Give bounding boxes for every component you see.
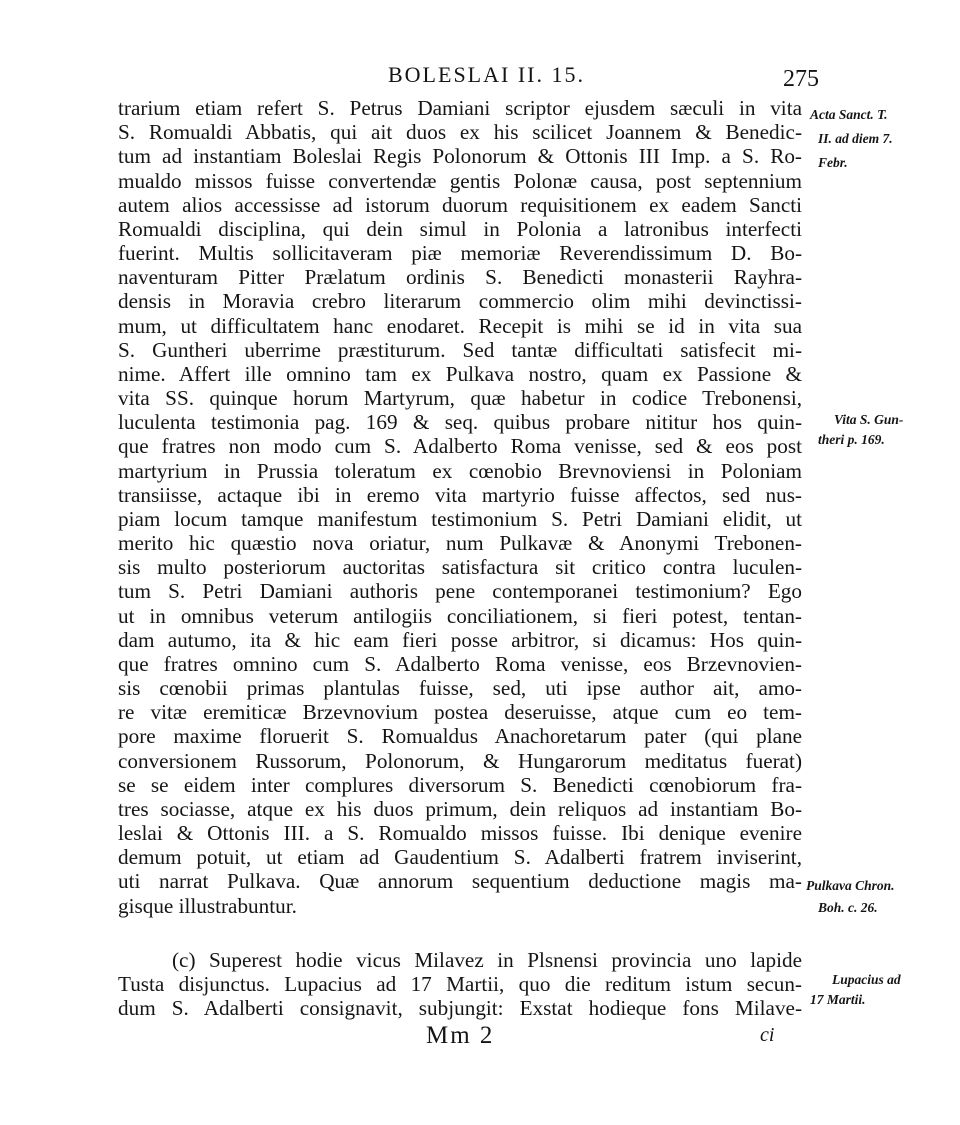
catchword: ci bbox=[760, 1024, 775, 1046]
text-line: pore maxime floruerit S. Romualdus Anachoretarum pater (qui plane bbox=[118, 724, 802, 748]
text-line: merito hic quæstio nova oriatur, num Pulkavæ & Anonymi Trebonen- bbox=[118, 531, 802, 555]
text-line: fuerint. Multis sollicitaveram piæ memoriæ Reverendissimum D. Bo- bbox=[118, 241, 802, 265]
text-line: densis in Moravia crebro literarum commercio olim mihi devinctissi- bbox=[118, 289, 802, 313]
book-page: BOLESLAI II. 15. 275 trarium etiam refert S. Petrus Damiani scriptor ejusdem sæculi in vita S. Romualdi Abbatis, qui ait duos ex his scilicet Joannem & Benedic- tum ad instantiam Boleslai Regis Polonorum & Ottonis III Imp. a S. Ro- mualdo missos fuisse convertendæ gentis Polonæ causa, post septennium autem alios accessisse ad istorum duorum requisitionem ex eadem Sancti Romualdi disciplina, qui dein simul in Polonia a latronibus interfecti fuerint. Multis sollicitaveram piæ memoriæ Reverendissimum D. Bo- naventuram Pitter Prælatum ordinis S. Benedicti monasterii Rayhra- densis in Moravia crebro literarum commercio olim mihi devinctissi- mum, ut difficultatem hanc enodaret. Recepit is mihi se id in vita sua S. Guntheri uberrime præstiturum. Sed tantæ difficultati satisfecit mi- nime. Affert ille omnino tam ex Pulkava nostro, quam ex Passione & vita SS. quinque horum Martyrum, quæ habetur in codice Trebonensi, luculenta testimonia pag. 169 & seq. quibus probare nititur hos quin- que fratres non modo cum S. Adalberto Roma venisse, sed & eos post martyrium in Prussia toleratum ex cœnobio Brevnoviensi in Poloniam transiisse, actaque ibi in eremo vita martyrio fuisse affectos, sed nus- piam locum tamque manifestum testimonium S. Petri Damiani elidit, ut merito hic quæstio nova oriatur, num Pulkavæ & Anonymi Trebonen- sis multo posteriorum auctoritas satisfactura sit critico contra luculen- tum S. Petri Damiani authoris pene contemporanei testimonium? Ego ut in omnibus veterum antilogiis conciliationem, si fieri potest, tentan- dam autumo, ita & hic eam fieri posse arbitror, si dicamus: Hos quin- que fratres omnino cum S. Adalberto Roma venisse, eos Brzevnovien- sis cœnobii primas plantulas fuisse, sed, uti ipse author ait, amo- re vitæ eremiticæ Brzevnovium postea deseruisse, atque cum eo tem- pore maxime floruerit S. Romualdus Anachoretarum pater (qui plane conversionem Russorum, Polonorum, & Hungarorum meditatus fuerat) se se eidem inter complures diversorum S. Benedicti cœnobiorum fra- tres sociasse, atque ex his duos primum, dein reliquos ad instantiam Bo- leslai & Ottonis III. a S. Romualdo missos fuisse. Ibi denique evenire demum potuit, ut etiam ad Gaudentium S. Adalberti fratrem inviserint, uti narrat Pulkava. Quæ annorum sequentium deductione magis ma- gisque illustrabuntur. (c) Superest hodie vicus Milavez in Plsnensi provincia uno lapide Tusta disjunctus. Lupacius ad 17 Martii, quo die reditum istum secun- dum S. Adalberti consignavit, subjungit: Exstat hodieque fons Milave- Acta Sanct. T. II. ad diem 7. Febr. Vita S. Gun- theri p. 169. Pulkava Chron. Boh. c. 26. Lupacius ad 17 Martii. Mm 2 ci bbox=[118, 62, 904, 1049]
text-line: sis multo posteriorum auctoritas satisfactura sit critico contra luculen- bbox=[118, 555, 802, 579]
text-line: sis cœnobii primas plantulas fuisse, sed, uti ipse author ait, amo- bbox=[118, 676, 802, 700]
text-line: tum ad instantiam Boleslai Regis Polonorum & Ottonis III Imp. a S. Ro- bbox=[118, 144, 802, 168]
text-line: mum, ut difficultatem hanc enodaret. Recepit is mihi se id in vita sua bbox=[118, 314, 802, 338]
text-line: tum S. Petri Damiani authoris pene contemporanei testimonium? Ego bbox=[118, 579, 802, 603]
text-line: dam autumo, ita & hic eam fieri posse arbitror, si dicamus: Hos quin- bbox=[118, 628, 802, 652]
text-line: demum potuit, ut etiam ad Gaudentium S. Adalberti fratrem inviserint, bbox=[118, 845, 802, 869]
text-line: transiisse, actaque ibi in eremo vita martyrio fuisse affectos, sed nus- bbox=[118, 483, 802, 507]
text-line: piam locum tamque manifestum testimonium S. Petri Damiani elidit, ut bbox=[118, 507, 802, 531]
page-number: 275 bbox=[783, 66, 819, 92]
text-line: nime. Affert ille omnino tam ex Pulkava nostro, quam ex Passione & bbox=[118, 362, 802, 386]
text-line: leslai & Ottonis III. a S. Romualdo missos fuisse. Ibi denique evenire bbox=[118, 821, 802, 845]
text-line: trarium etiam refert S. Petrus Damiani scriptor ejusdem sæculi in vita bbox=[118, 96, 802, 120]
text-line: uti narrat Pulkava. Quæ annorum sequentium deductione magis ma- bbox=[118, 869, 802, 893]
text-line: conversionem Russorum, Polonorum, & Hungarorum meditatus fuerat) bbox=[118, 749, 802, 773]
text-line: que fratres non modo cum S. Adalberto Roma venisse, sed & eos post bbox=[118, 434, 802, 458]
text-line: martyrium in Prussia toleratum ex cœnobio Brevnoviensi in Poloniam bbox=[118, 459, 802, 483]
text-line: Romualdi disciplina, qui dein simul in Polonia a latronibus interfecti bbox=[118, 217, 802, 241]
text-line: re vitæ eremiticæ Brzevnovium postea deseruisse, atque cum eo tem- bbox=[118, 700, 802, 724]
text-line: autem alios accessisse ad istorum duorum requisitionem ex eadem Sancti bbox=[118, 193, 802, 217]
text-line: vita SS. quinque horum Martyrum, quæ habetur in codice Trebonensi, bbox=[118, 386, 802, 410]
signature-mark: Mm 2 bbox=[426, 1022, 495, 1049]
text-line: naventuram Pitter Prælatum ordinis S. Benedicti monasterii Rayhra- bbox=[118, 265, 802, 289]
text-line: mualdo missos fuisse convertendæ gentis Polonæ causa, post septennium bbox=[118, 169, 802, 193]
footnote-line: Tusta disjunctus. Lupacius ad 17 Martii, quo die reditum istum secun- bbox=[118, 972, 802, 996]
text-line: se se eidem inter complures diversorum S. Benedicti cœnobiorum fra- bbox=[118, 773, 802, 797]
text-line: luculenta testimonia pag. 169 & seq. quibus probare nititur hos quin- bbox=[118, 410, 802, 434]
text-line: tres sociasse, atque ex his duos primum, dein reliquos ad instantiam Bo- bbox=[118, 797, 802, 821]
text-line: S. Guntheri uberrime præstiturum. Sed tantæ difficultati satisfecit mi- bbox=[118, 338, 802, 362]
text-line: gisque illustrabuntur. bbox=[118, 894, 297, 918]
running-title: BOLESLAI II. 15. bbox=[388, 62, 585, 87]
text-line: S. Romualdi Abbatis, qui ait duos ex his scilicet Joannem & Benedic- bbox=[118, 120, 802, 144]
footnote-line: dum S. Adalberti consignavit, subjungit: Exstat hodieque fons Milave- bbox=[118, 996, 802, 1020]
text-line: ut in omnibus veterum antilogiis conciliationem, si fieri potest, tentan- bbox=[118, 604, 802, 628]
footnote-line: (c) Superest hodie vicus Milavez in Plsnensi provincia uno lapide bbox=[172, 948, 802, 972]
text-line: que fratres omnino cum S. Adalberto Roma venisse, eos Brzevnovien- bbox=[118, 652, 802, 676]
